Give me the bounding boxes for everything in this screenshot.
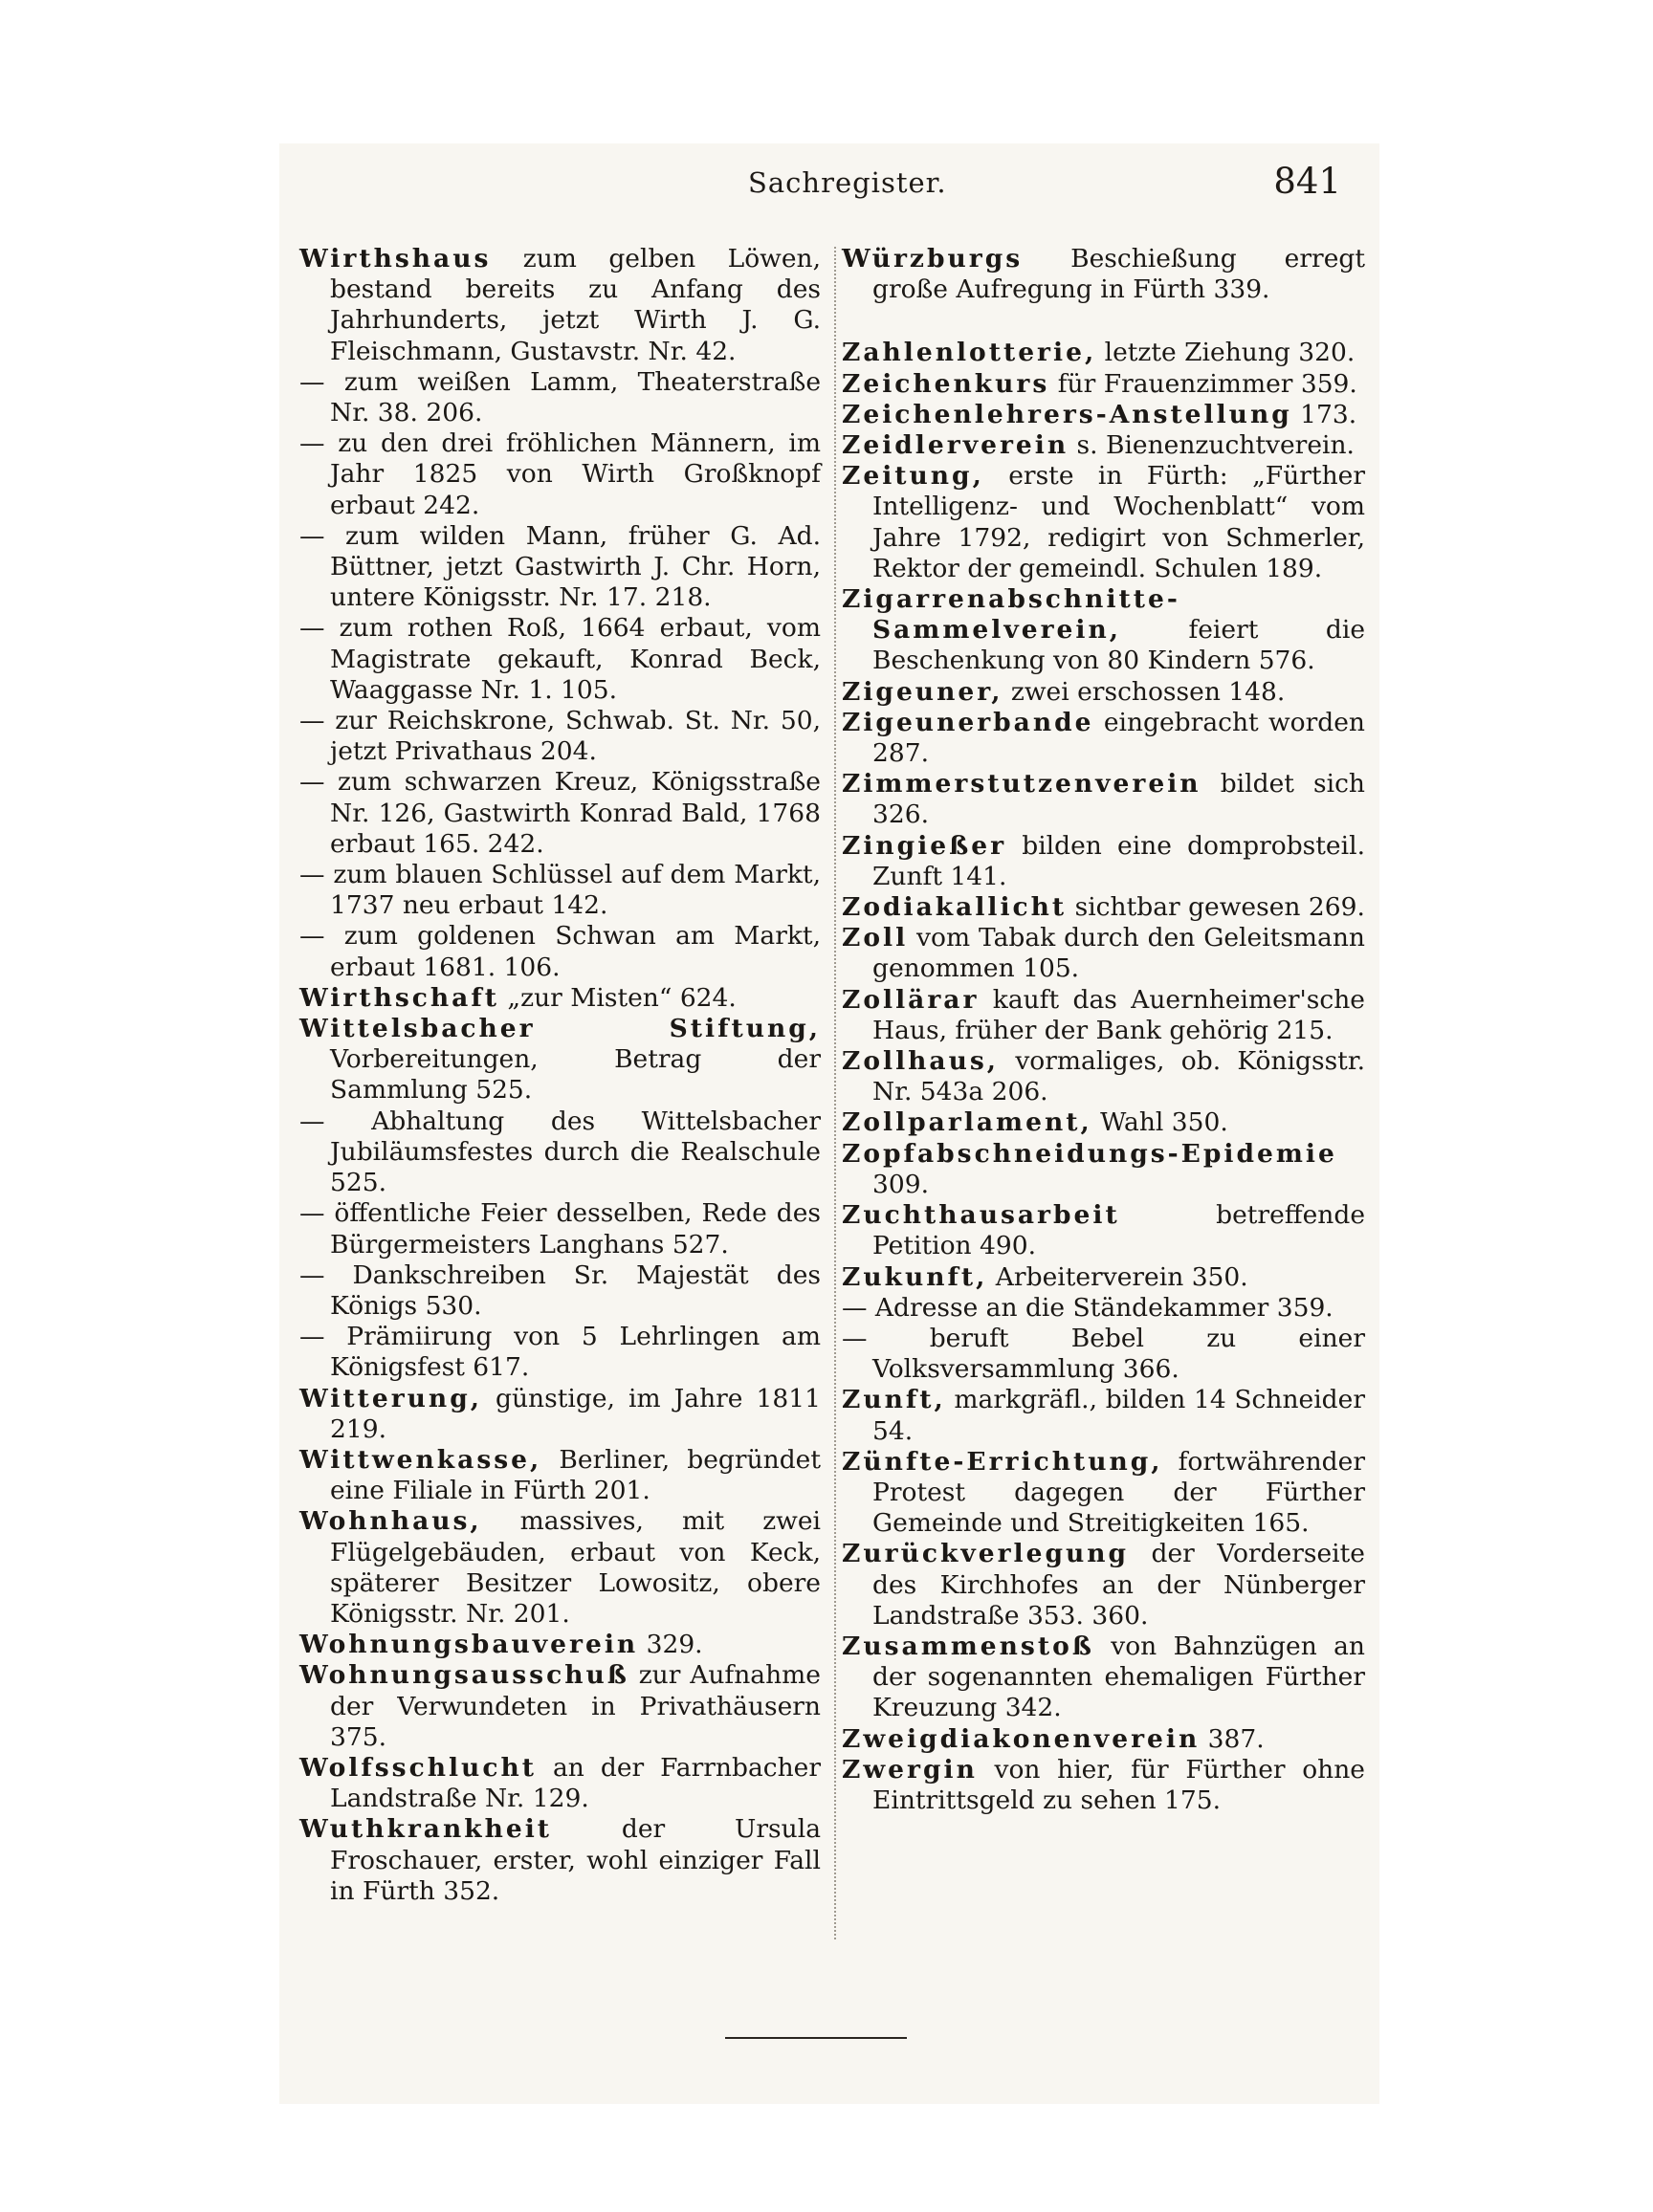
index-entry [842, 708, 1365, 769]
entry-headword: Zollärar [842, 984, 980, 1015]
entry-text: — zum schwarzen Kreuz, Königsstraße Nr. 126, Gastwirth Konrad Bald, 1768 erbaut 165. 242. [299, 767, 821, 859]
entry-text: — Adresse an die Ständekammer 359. [842, 1292, 1333, 1323]
entry-text: Wahl 350. [1091, 1107, 1228, 1138]
running-head [279, 161, 1341, 214]
entry-headword: Zusammenstoß [842, 1631, 1094, 1661]
index-entry [842, 1755, 1365, 1816]
entry-text: vormaliges, ob. Königsstr. Nr. 543a 206. [872, 1046, 1365, 1107]
entry-headword: Zopfabschneidungs-Epidemie [842, 1138, 1337, 1169]
entry-text: „zur Misten“ 624. [498, 982, 737, 1013]
entry-headword: Würzburgs [842, 244, 1024, 274]
left-column [299, 244, 821, 1907]
entry-text: von Bahnzügen an der sogenannten ehemaligen Fürther Kreuzung 342. [872, 1631, 1365, 1723]
entry-headword: Wuthkrankheit [299, 1814, 553, 1845]
entry-headword: Wohnungsbauverein [299, 1630, 639, 1660]
entry-headword: Zollhaus, [842, 1046, 1000, 1077]
entry-text: eingebracht worden 287. [872, 707, 1365, 769]
entry-headword: Zollparlament, [842, 1107, 1092, 1138]
index-entry [299, 1753, 821, 1814]
entry-text: — zum blauen Schlüssel auf dem Markt, 1737 neu erbaut 142. [299, 860, 821, 921]
index-entry [299, 613, 821, 706]
entry-headword: Zodiakallicht [842, 892, 1068, 923]
entry-text: günstige, im Jahre 1811 219. [330, 1383, 821, 1444]
entry-text: Berliner, begründet eine Filiale in Fürth 201. [330, 1444, 821, 1506]
entry-headword: Wolfsschlucht [299, 1752, 537, 1783]
entry-headword: Zoll [842, 923, 909, 953]
index-entry [842, 1724, 1365, 1755]
entry-text: von hier, für Fürther ohne Eintrittsgeld zu sehen 175. [872, 1754, 1365, 1815]
entry-text: — zum goldenen Schwan am Markt, erbaut 1681. 106. [299, 921, 821, 982]
index-entry [299, 1660, 821, 1753]
index-entry [842, 1200, 1365, 1261]
entry-headword: Zeichenkurs [842, 368, 1050, 399]
entry-headword: Wittelsbacher Stiftung, [299, 1014, 821, 1044]
index-entry [842, 1262, 1365, 1293]
index-entry [299, 1322, 821, 1383]
index-entry [842, 338, 1365, 368]
entry-headword: Wirthschaft [299, 982, 499, 1013]
index-entry [842, 1447, 1365, 1540]
closing-rule [725, 2037, 907, 2039]
entry-headword: Zünfte-Errichtung, [842, 1446, 1163, 1477]
index-entry [299, 521, 821, 614]
column-divider [834, 247, 837, 1939]
entry-text: der Ursula Froschauer, erster, wohl einziger Fall in Fürth 352. [330, 1814, 821, 1906]
entry-text: — beruft Bebel zu einer Volksversammlung 366. [842, 1323, 1365, 1385]
entry-text: zwei erschossen 148. [1003, 676, 1286, 707]
index-entry [299, 1630, 821, 1660]
right-column [842, 244, 1365, 1816]
entry-headword: Zukunft, [842, 1261, 988, 1292]
index-entry [842, 1046, 1365, 1107]
entry-text: letzte Ziehung 320. [1096, 338, 1355, 368]
entry-text: vom Tabak durch den Geleitsmann genommen 105. [872, 923, 1365, 984]
entry-text: zum gelben Löwen, bestand bereits zu Anfang des Jahrhunderts, jetzt Wirth J. G. Fleischmann, Gustavstr. Nr. 42. [330, 244, 821, 366]
index-entry [299, 1106, 821, 1199]
index-entry [299, 706, 821, 767]
entry-text: — öffentliche Feier desselben, Rede des Bürgermeisters Langhans 527. [299, 1198, 821, 1259]
entry-text: markgräfl., bilden 14 Schneider 54. [872, 1385, 1365, 1446]
index-entry [842, 677, 1365, 708]
entry-text: massives, mit zwei Flügelgebäuden, erbaut von Keck, späterer Besitzer Lowositz, obere Königsstr. Nr. 201. [330, 1506, 821, 1629]
entry-headword: Zimmerstutzenverein [842, 769, 1201, 799]
index-entry [842, 400, 1365, 430]
index-entry [299, 767, 821, 860]
entry-text: für Frauenzimmer 359. [1049, 368, 1357, 399]
entry-headword: Wohnungsausschuß [299, 1660, 629, 1691]
index-entry [299, 1014, 821, 1106]
entry-text: 329. [638, 1630, 703, 1660]
entry-headword: Zunft, [842, 1385, 946, 1415]
entry-text: 173. [1291, 399, 1357, 429]
running-title: Sachregister. [748, 166, 947, 199]
index-entry [842, 430, 1365, 461]
entry-headword: Zigeuner, [842, 676, 1003, 707]
index-entry [842, 1539, 1365, 1632]
entry-headword: Zigarrenabschnitte-Sammelverein, [842, 584, 1180, 646]
index-entry [299, 367, 821, 428]
index-entry [299, 1814, 821, 1907]
entry-headword: Zurückverlegung [842, 1539, 1130, 1569]
letter-section-gap [842, 305, 1365, 338]
index-entry [842, 244, 1365, 305]
entry-headword: Zahlenlotterie, [842, 338, 1097, 368]
index-entry [842, 1385, 1365, 1446]
entry-text: zur Aufnahme der Verwundeten in Privathäusern 375. [330, 1660, 821, 1752]
entry-text: fortwährender Protest dagegen der Fürther Gemeinde und Streitigkeiten 165. [872, 1446, 1365, 1539]
index-entry [842, 831, 1365, 892]
index-entry [299, 244, 821, 367]
index-entry [842, 1324, 1365, 1385]
index-entry [299, 921, 821, 982]
index-entry [842, 923, 1365, 984]
entry-text: — zum rothen Roß, 1664 erbaut, vom Magistrate gekauft, Konrad Beck, Waaggasse Nr. 1. 105. [299, 613, 821, 705]
entry-headword: Witterung, [299, 1383, 482, 1413]
entry-text: 387. [1200, 1723, 1265, 1754]
entry-text: bilden eine domprobsteil. Zunft 141. [872, 830, 1365, 891]
entry-text: s. Bienenzuchtverein. [1069, 430, 1355, 461]
entry-headword: Wohnhaus, [299, 1506, 482, 1537]
index-entry [842, 892, 1365, 923]
entry-text: Arbeiterverein 350. [987, 1261, 1248, 1292]
entry-headword: Zigeunerbande [842, 707, 1094, 737]
entry-text: 309. [872, 1169, 930, 1199]
entry-text: — Prämiirung von 5 Lehrlingen am Königsfest 617. [299, 1322, 821, 1383]
entry-text: Vorbereitungen, Betrag der Sammlung 525. [330, 1044, 821, 1106]
index-entry [299, 1384, 821, 1445]
index-entry [842, 584, 1365, 677]
page-number: 841 [1273, 161, 1341, 202]
entry-headword: Wittwenkasse, [299, 1444, 542, 1475]
index-entry [842, 369, 1365, 400]
entry-headword: Zeitung, [842, 461, 984, 492]
entry-text: Beschießung erregt große Aufregung in Fürth 339. [872, 244, 1365, 305]
index-entry [842, 1139, 1365, 1200]
entry-text: — Dankschreiben Sr. Majestät des Königs 530. [299, 1259, 821, 1321]
entry-text: kauft das Auernheimer'sche Haus, früher der Bank gehörig 215. [872, 984, 1365, 1045]
index-entry [842, 1293, 1365, 1324]
entry-text: erste in Fürth: „Fürther Intelligenz- und Wochenblatt“ vom Jahre 1792, redigirt von Schmerler, Rektor der gemeindl. Schulen 189. [872, 461, 1365, 583]
index-entry [842, 461, 1365, 584]
entry-text: bildet sich 326. [872, 769, 1365, 830]
entry-headword: Zwergin [842, 1754, 978, 1785]
entry-text: an der Farrnbacher Landstraße Nr. 129. [330, 1752, 821, 1814]
index-entry [299, 1260, 821, 1322]
entry-headword: Zeidlerverein [842, 430, 1069, 461]
entry-text: — zum wilden Mann, früher G. Ad. Büttner, jetzt Gastwirth J. Chr. Horn, untere Königsstr. Nr. 17. 218. [299, 520, 821, 613]
entry-headword: Zeichenlehrers-Anstellung [842, 399, 1292, 429]
entry-text: — Abhaltung des Wittelsbacher Jubiläumsfestes durch die Realschule 525. [299, 1106, 821, 1198]
entry-headword: Zingießer [842, 830, 1007, 861]
index-entry [842, 1107, 1365, 1138]
entry-text: betreffende Petition 490. [872, 1200, 1365, 1261]
entry-text: — zu den drei fröhlichen Männern, im Jahr 1825 von Wirth Großknopf erbaut 242. [299, 428, 821, 520]
index-entry [299, 983, 821, 1014]
entry-text: — zum weißen Lamm, Theaterstraße Nr. 38. 206. [299, 366, 821, 428]
index-entry [299, 1445, 821, 1506]
index-entry [842, 985, 1365, 1046]
entry-headword: Zweigdiakonenverein [842, 1723, 1201, 1754]
index-entry [842, 769, 1365, 830]
index-entry [299, 428, 821, 521]
entry-text: sichtbar gewesen 269. [1067, 892, 1365, 923]
index-entry [842, 1632, 1365, 1724]
entry-text: feiert die Beschenkung von 80 Kindern 576. [872, 615, 1365, 676]
index-entry [299, 1198, 821, 1259]
entry-text: — zur Reichskrone, Schwab. St. Nr. 50, jetzt Privathaus 204. [299, 706, 821, 767]
index-entry [299, 1506, 821, 1630]
entry-headword: Zuchthausarbeit [842, 1200, 1120, 1231]
entry-headword: Wirthshaus [299, 244, 492, 274]
entry-text: der Vorderseite des Kirchhofes an der Nünberger Landstraße 353. 360. [872, 1539, 1365, 1631]
index-entry [299, 860, 821, 921]
